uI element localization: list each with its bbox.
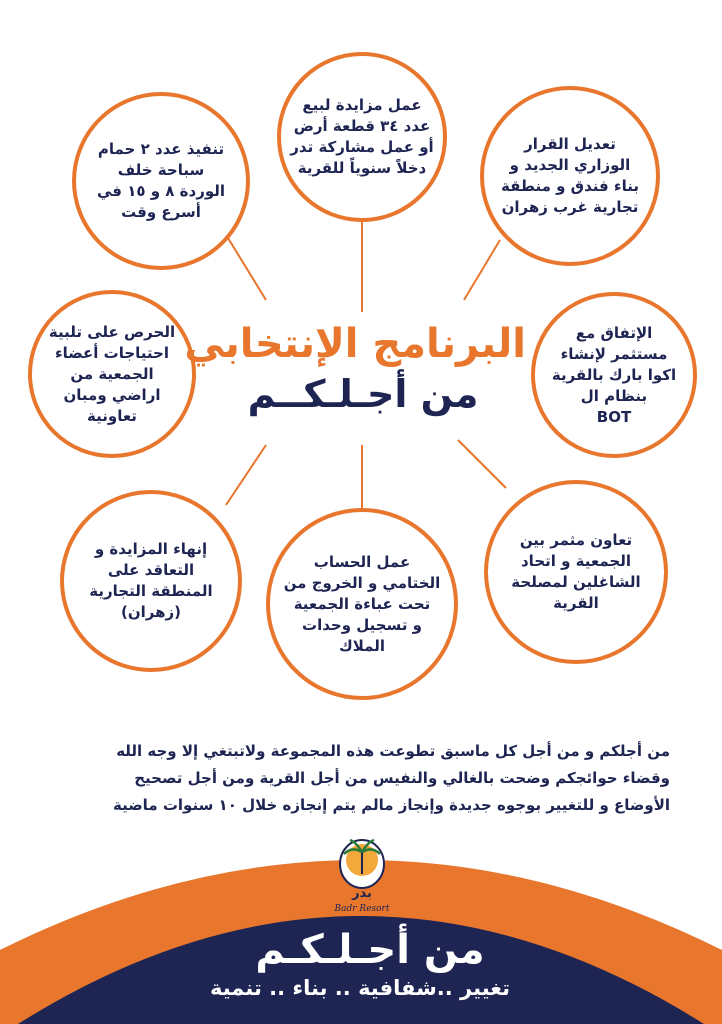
program-item-text: الحرص على تلبية احتياجات أعضاء الجمعية من اراضي ومبان تعاونية — [48, 322, 176, 425]
program-item-text: عمل الحساب الختامي و الخروج من تحت عباءة الجمعية و تسجيل وحدات الملاك — [283, 552, 441, 655]
logo-subtitle: Badr Resort — [334, 904, 390, 914]
paragraph-line: وقضاء حوائجكم وضحت بالغالي والنفيس من أجل القرية ومن أجل تصحيح — [134, 769, 670, 787]
program-item-text: تعديل القرار الوزاري الجديد و بناء فندق و منطقة تجارية غرب زهران — [501, 135, 639, 216]
page-subtitle: من أجـلـكــم — [247, 372, 479, 416]
program-item-text: تنفيذ عدد ٢ حمام سباحة خلف الوردة ٨ و ١٥ في أسرع وقت — [96, 140, 226, 221]
footer-slogan: تغيير ..شفافية .. بناء .. تنمية — [210, 976, 510, 1000]
program-item-text: إنهاء المزايدة و التعاقد على المنطقة التجارية (زهران) — [89, 540, 213, 621]
program-item-text: الإتفاق مع مستثمر لإنشاء اكوا بارك بالقرية بنظام ال BOT — [551, 323, 677, 426]
logo-name: بدر — [352, 886, 372, 901]
program-item-text: عمل مزايدة لبيع عدد ٣٤ قطعة أرض أو عمل مشاركة تدر دخلاً سنوياً للقرية — [290, 96, 434, 177]
program-item-text: تعاون مثمر بين الجمعية و اتحاد الشاغلين لمصلحة القرية — [511, 531, 641, 612]
paragraph-line: من أجلكم و من أجل كل ماسبق تطوعت هذه المجموعة ولاتبتغي إلا وجه الله — [116, 742, 670, 760]
paragraph-line: الأوضاع و للتغيير بوجوه جديدة وإنجاز مالم يتم إنجازه خلال ١٠ سنوات ماضية — [112, 796, 670, 814]
footer-title: من أجـلـكـم — [255, 927, 485, 973]
page-title: البرنامج الإنتخابي — [184, 321, 526, 367]
